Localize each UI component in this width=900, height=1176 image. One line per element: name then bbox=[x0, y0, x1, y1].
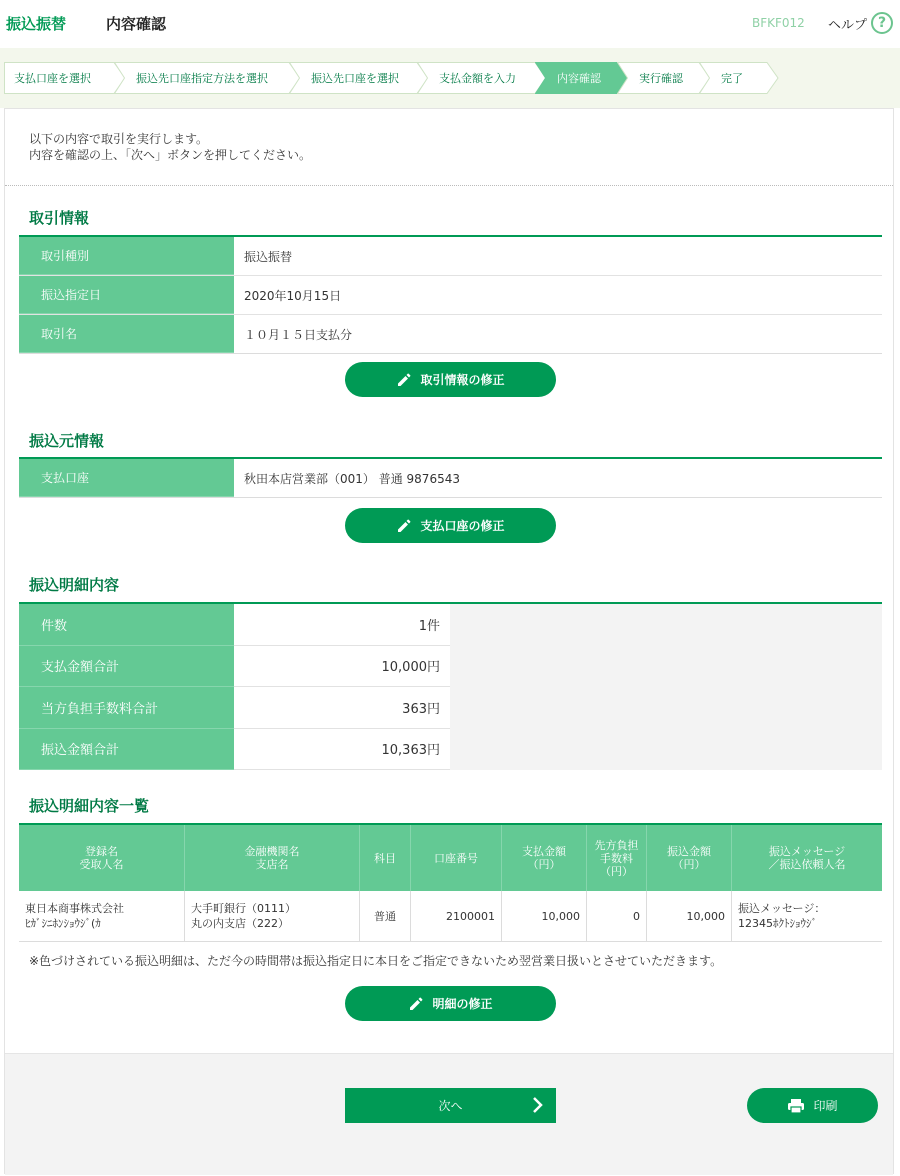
intro-text bbox=[29, 131, 311, 163]
intro-line-2: 内容を確認の上、「次へ」ボタンを押してください。 bbox=[29, 148, 312, 162]
table-row bbox=[19, 646, 882, 688]
help-icon[interactable]: ? bbox=[871, 12, 893, 34]
row-label: 振込金額合計 bbox=[19, 729, 234, 771]
pencil-icon bbox=[396, 518, 412, 534]
chevron-right-icon bbox=[532, 1096, 544, 1114]
print-button[interactable] bbox=[747, 1088, 878, 1123]
edit-details-button[interactable] bbox=[345, 986, 556, 1021]
column-header-message: 振込メッセージ ／振込依頼人名 bbox=[768, 845, 846, 871]
step-label: 振込先口座を選択 bbox=[311, 72, 399, 85]
details-note: ※色づけされている振込明細は、ただ今の時間帯は振込指定日に本日をご指定できないため翌営業日扱いとさせていただきます。 bbox=[29, 954, 723, 968]
column-header-payment: 支払金額 （円） bbox=[502, 825, 587, 891]
app-title: 振込振替 bbox=[6, 15, 67, 33]
summary-section-title: 振込明細内容 bbox=[29, 576, 120, 594]
column-header-type: 科目 bbox=[360, 825, 411, 891]
column-header-bank: 金融機関名 支店名 bbox=[185, 825, 360, 891]
row-value: １０月１５日支払分 bbox=[244, 327, 353, 342]
source-section-title: 振込元情報 bbox=[29, 432, 105, 450]
table-row bbox=[19, 276, 882, 315]
column-header-fee: 先方負担 手数料 （円） bbox=[587, 825, 647, 891]
table-row bbox=[19, 891, 882, 942]
transaction-table bbox=[19, 235, 882, 354]
row-label: 当方負担手数料合計 bbox=[19, 687, 234, 729]
pencil-icon bbox=[408, 996, 424, 1012]
cell-transfer: 10,000 bbox=[647, 891, 732, 941]
row-value: 363円 bbox=[234, 687, 450, 729]
step-label: 内容確認 bbox=[557, 72, 601, 85]
transaction-section-title: 取引情報 bbox=[29, 209, 90, 227]
top-bar bbox=[0, 0, 900, 48]
step-label: 支払金額を入力 bbox=[439, 72, 516, 85]
intro-line-1: 以下の内容で取引を実行します。 bbox=[29, 132, 209, 146]
cell-name: 東日本商事株式会社 ﾋｶﾞｼﾆﾎﾝｼｮｳｼﾞ(ｶ bbox=[19, 891, 185, 941]
edit-transaction-button[interactable] bbox=[345, 362, 556, 397]
column-header-account: 口座番号 bbox=[411, 825, 502, 891]
step-label: 振込先口座指定方法を選択 bbox=[136, 72, 268, 85]
row-label: 取引種別 bbox=[19, 237, 234, 275]
table-row bbox=[19, 315, 882, 354]
cell-fee: 0 bbox=[587, 891, 647, 941]
row-label: 支払口座 bbox=[19, 459, 234, 497]
row-value: 秋田本店営業部（001） 普通 9876543 bbox=[244, 471, 460, 486]
divider bbox=[5, 185, 893, 186]
step-1 bbox=[4, 62, 126, 94]
details-table bbox=[19, 823, 882, 942]
main-panel bbox=[4, 108, 894, 1174]
table-row bbox=[19, 729, 882, 771]
row-value: 10,363円 bbox=[234, 729, 450, 771]
row-value: 1件 bbox=[234, 604, 450, 646]
row-value: 2020年10月15日 bbox=[244, 288, 342, 303]
row-label: 取引名 bbox=[19, 315, 234, 353]
step-5 bbox=[535, 62, 629, 94]
edit-source-label: 支払口座の修正 bbox=[420, 519, 505, 533]
row-label: 支払金額合計 bbox=[19, 646, 234, 688]
cell-payment: 10,000 bbox=[502, 891, 587, 941]
summary-table bbox=[19, 602, 882, 770]
cell-bank: 大手町銀行（0111） 丸の内支店（222） bbox=[185, 891, 360, 941]
cell-account: 2100001 bbox=[411, 891, 502, 941]
next-label: 次へ bbox=[438, 1099, 463, 1113]
screen-id: BFKF012 bbox=[752, 16, 805, 30]
printer-icon bbox=[787, 1098, 805, 1114]
pencil-icon bbox=[396, 372, 412, 388]
next-button[interactable] bbox=[345, 1088, 556, 1123]
step-2 bbox=[114, 62, 301, 94]
step-label: 支払口座を選択 bbox=[14, 72, 91, 85]
details-section-title: 振込明細内容一覧 bbox=[29, 797, 150, 815]
table-row bbox=[19, 237, 882, 276]
cell-type: 普通 bbox=[360, 891, 411, 941]
help-label: ヘルプ bbox=[828, 17, 868, 33]
cell-message: 振込メッセージ： 12345ﾎｸﾄｼｮｳｼﾞ bbox=[738, 902, 826, 930]
row-value: 振込振替 bbox=[244, 249, 293, 264]
column-header-name: 登録名 受取人名 bbox=[19, 825, 185, 891]
edit-transaction-label: 取引情報の修正 bbox=[420, 373, 505, 387]
table-row bbox=[19, 604, 882, 646]
step-3 bbox=[289, 62, 429, 94]
table-row bbox=[19, 459, 882, 498]
row-value: 10,000円 bbox=[234, 646, 450, 688]
edit-details-label: 明細の修正 bbox=[432, 997, 493, 1011]
page-title: 内容確認 bbox=[106, 15, 167, 33]
step-4 bbox=[417, 62, 547, 94]
help-link[interactable] bbox=[828, 12, 893, 34]
step-6 bbox=[617, 62, 711, 94]
print-label: 印刷 bbox=[813, 1099, 838, 1113]
row-label: 件数 bbox=[19, 604, 234, 646]
table-row bbox=[19, 687, 882, 729]
source-table bbox=[19, 457, 882, 498]
column-header-transfer: 振込金額 （円） bbox=[647, 825, 732, 891]
step-label: 実行確認 bbox=[639, 72, 683, 85]
footer-actions bbox=[5, 1053, 893, 1175]
step-label: 完了 bbox=[721, 72, 743, 85]
edit-source-account-button[interactable] bbox=[345, 508, 556, 543]
row-label: 振込指定日 bbox=[19, 276, 234, 314]
details-table-header bbox=[19, 825, 882, 891]
step-7 bbox=[699, 62, 779, 94]
